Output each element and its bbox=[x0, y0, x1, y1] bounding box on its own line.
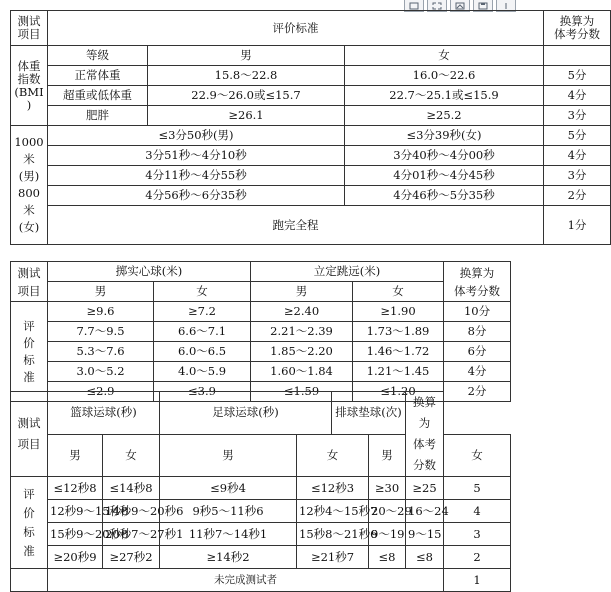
football-female: 12秒4～15秒7 bbox=[297, 500, 369, 523]
score-cell: 4 bbox=[444, 500, 511, 523]
bmi-running-table bbox=[10, 10, 611, 245]
volleyball-female: ≤8 bbox=[406, 546, 444, 569]
run-male: 4分11秒～4分55秒 bbox=[48, 166, 345, 186]
run-label: 1000 米 (男) 800 米 (女) bbox=[11, 126, 48, 245]
volleyball-female: 16～24 bbox=[406, 500, 444, 523]
football-male: ≤9秒4 bbox=[160, 477, 297, 500]
bmi-level: 肥胖 bbox=[48, 106, 148, 126]
bmi-score: 3分 bbox=[544, 106, 611, 126]
jump-female: 1.21～1.45 bbox=[353, 362, 444, 382]
basketball-female: 20秒7～27秒1 bbox=[103, 523, 160, 546]
basketball-female: ≤14秒8 bbox=[103, 477, 160, 500]
football-male: ≥14秒2 bbox=[160, 546, 297, 569]
volleyball-male: ≥30 bbox=[369, 477, 406, 500]
run-male: ≤3分50秒(男) bbox=[48, 126, 345, 146]
basketball-male: ≤12秒8 bbox=[48, 477, 103, 500]
test-item-header: 测试 项目 bbox=[11, 262, 48, 302]
football-male: 11秒7～14秒1 bbox=[160, 523, 297, 546]
ball-female: ≥7.2 bbox=[154, 302, 251, 322]
ball-female: 4.0～5.9 bbox=[154, 362, 251, 382]
score-cell: 2 bbox=[444, 546, 511, 569]
run-complete: 跑完全程 bbox=[48, 206, 544, 245]
male-header: 男 bbox=[160, 434, 297, 477]
jump-male: ≥2.40 bbox=[251, 302, 353, 322]
volleyball-male: ≤8 bbox=[369, 546, 406, 569]
run-score: 4分 bbox=[544, 146, 611, 166]
standard-label: 评 价 标 准 bbox=[11, 477, 48, 569]
bmi-female: 22.7～25.1或≤15.9 bbox=[345, 86, 544, 106]
bmi-score: 5分 bbox=[544, 66, 611, 86]
female-header: 女 bbox=[297, 434, 369, 477]
ball-skills-table bbox=[10, 391, 511, 592]
score-header: 换算为 体考分数 bbox=[444, 262, 511, 302]
score-cell bbox=[544, 46, 611, 66]
jump-male: 1.60～1.84 bbox=[251, 362, 353, 382]
football-male: 9秒5～11秒6 bbox=[160, 500, 297, 523]
ball-female: 6.0～6.5 bbox=[154, 342, 251, 362]
test-item-header: 测试 项目 bbox=[11, 11, 48, 46]
score-header: 换算为 体考分数 bbox=[544, 11, 611, 46]
ball-female: 6.6～7.1 bbox=[154, 322, 251, 342]
jump-female: 1.46～1.72 bbox=[353, 342, 444, 362]
run-female: 4分01秒～4分45秒 bbox=[345, 166, 544, 186]
bmi-level: 超重或低体重 bbox=[48, 86, 148, 106]
score-cell: 3 bbox=[444, 523, 511, 546]
score-cell: 4分 bbox=[444, 362, 511, 382]
basketball-male: ≥20秒9 bbox=[48, 546, 103, 569]
basketball-male: 15秒9～20秒8 bbox=[48, 523, 103, 546]
run-female: ≤3分39秒(女) bbox=[345, 126, 544, 146]
score-cell: 10分 bbox=[444, 302, 511, 322]
bmi-female: 16.0～22.6 bbox=[345, 66, 544, 86]
ball-male: ≥9.6 bbox=[48, 302, 154, 322]
score-cell: 5 bbox=[444, 477, 511, 500]
jump-male: 2.21～2.39 bbox=[251, 322, 353, 342]
football-female: ≤12秒3 bbox=[297, 477, 369, 500]
male-header: 男 bbox=[48, 434, 103, 477]
ball-female: ≤3.9 bbox=[154, 382, 251, 402]
bmi-score: 4分 bbox=[544, 86, 611, 106]
volleyball-female: ≥25 bbox=[406, 477, 444, 500]
volleyball-male: 9～19 bbox=[369, 523, 406, 546]
blank-cell bbox=[11, 569, 48, 592]
football-header: 足球运球(秒) bbox=[160, 392, 332, 435]
jump-male: ≤1.59 bbox=[251, 382, 353, 402]
jump-male: 1.85～2.20 bbox=[251, 342, 353, 362]
male-header: 男 bbox=[369, 434, 406, 477]
male-header: 男 bbox=[251, 282, 353, 302]
score-cell: 8分 bbox=[444, 322, 511, 342]
bmi-male: ≥26.1 bbox=[148, 106, 345, 126]
female-header: 女 bbox=[154, 282, 251, 302]
basketball-female: ≥27秒2 bbox=[103, 546, 160, 569]
volleyball-header: 排球垫球(次) bbox=[332, 392, 406, 435]
run-score: 2分 bbox=[544, 186, 611, 206]
run-complete-score: 1分 bbox=[544, 206, 611, 245]
bmi-label: 体重 指数 (BMI ) bbox=[11, 46, 48, 126]
run-score: 3分 bbox=[544, 166, 611, 186]
run-score: 5分 bbox=[544, 126, 611, 146]
incomplete-label: 未完成测试者 bbox=[48, 569, 444, 592]
basketball-header: 篮球运球(秒) bbox=[48, 392, 160, 435]
bmi-male: 15.8～22.8 bbox=[148, 66, 345, 86]
bmi-female: ≥25.2 bbox=[345, 106, 544, 126]
score-cell: 6分 bbox=[444, 342, 511, 362]
ball-header: 掷实心球(米) bbox=[48, 262, 251, 282]
male-header: 男 bbox=[148, 46, 345, 66]
volleyball-male: 20～29 bbox=[369, 500, 406, 523]
level-header: 等级 bbox=[48, 46, 148, 66]
football-female: 15秒8～21秒6 bbox=[297, 523, 369, 546]
run-male: 3分51秒～4分10秒 bbox=[48, 146, 345, 166]
bmi-male: 22.9～26.0或≤15.7 bbox=[148, 86, 345, 106]
female-header: 女 bbox=[444, 434, 511, 477]
test-item-header: 测试 项目 bbox=[11, 392, 48, 477]
standard-header: 评价标准 bbox=[48, 11, 544, 46]
run-male: 4分56秒～6分35秒 bbox=[48, 186, 345, 206]
ball-male: 3.0～5.2 bbox=[48, 362, 154, 382]
run-female: 3分40秒～4分00秒 bbox=[345, 146, 544, 166]
ball-male: ≤2.9 bbox=[48, 382, 154, 402]
standard-label: 评 价 标 准 bbox=[11, 302, 48, 402]
jump-header: 立定跳远(米) bbox=[251, 262, 444, 282]
female-header: 女 bbox=[345, 46, 544, 66]
female-header: 女 bbox=[103, 434, 160, 477]
ball-male: 5.3～7.6 bbox=[48, 342, 154, 362]
female-header: 女 bbox=[353, 282, 444, 302]
football-female: ≥21秒7 bbox=[297, 546, 369, 569]
basketball-male: 12秒9～15秒8 bbox=[48, 500, 103, 523]
incomplete-score: 1 bbox=[444, 569, 511, 592]
bmi-level: 正常体重 bbox=[48, 66, 148, 86]
score-header: 换算为 体考分数 bbox=[406, 392, 444, 477]
run-female: 4分46秒～5分35秒 bbox=[345, 186, 544, 206]
jump-female: ≥1.90 bbox=[353, 302, 444, 322]
jump-female: ≤1.20 bbox=[353, 382, 444, 402]
score-cell: 2分 bbox=[444, 382, 511, 402]
jump-female: 1.73～1.89 bbox=[353, 322, 444, 342]
volleyball-female: 9～15 bbox=[406, 523, 444, 546]
ball-male: 7.7～9.5 bbox=[48, 322, 154, 342]
throw-jump-table bbox=[10, 261, 511, 402]
male-header: 男 bbox=[48, 282, 154, 302]
basketball-female: 14秒9～20秒6 bbox=[103, 500, 160, 523]
